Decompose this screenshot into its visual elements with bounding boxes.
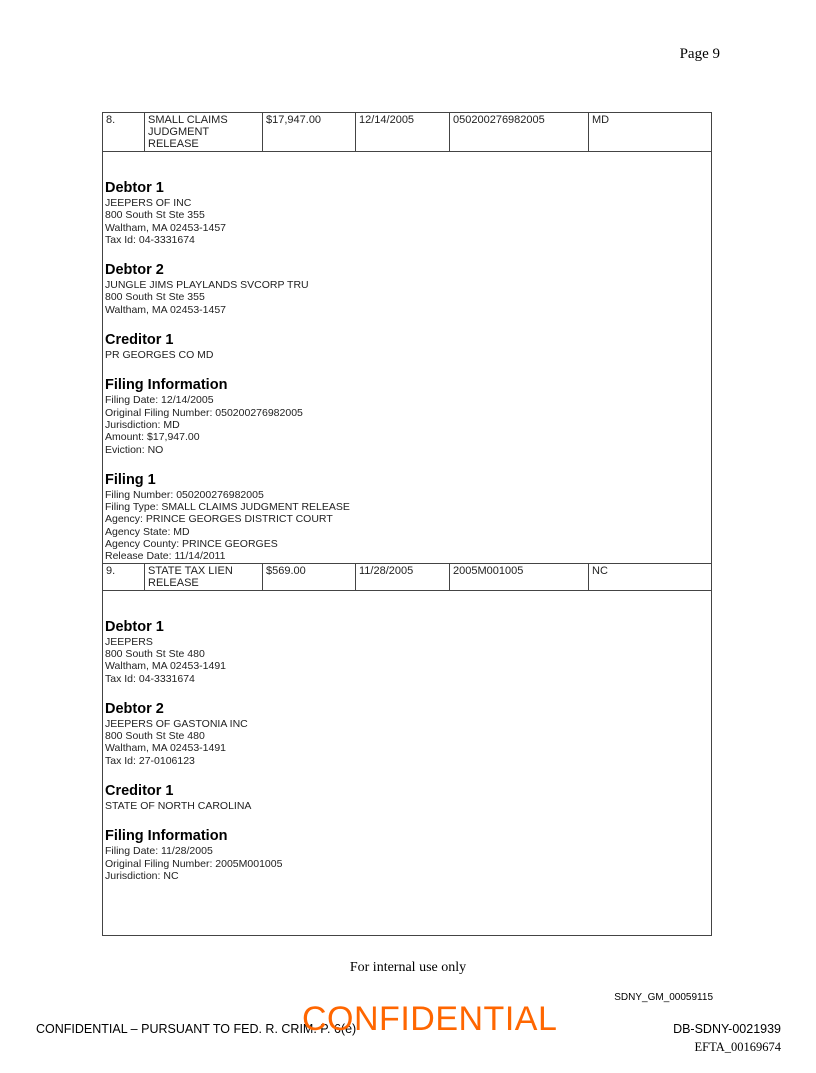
detail-line: Jurisdiction: MD: [105, 418, 180, 431]
efta-number: EFTA_00169674: [694, 1040, 781, 1054]
detail-line: JEEPERS: [105, 635, 153, 648]
detail-line: Release Date: 11/14/2011: [105, 550, 226, 563]
bates-number-sdny: SDNY_GM_00059115: [614, 992, 713, 1003]
detail-line: Tax Id: 27-0106123: [105, 754, 195, 767]
record-state: NC: [592, 564, 608, 577]
record-amount: $17,947.00: [263, 113, 356, 151]
section-title: Debtor 2: [105, 700, 164, 717]
record-row: [103, 113, 711, 152]
section-title: Debtor 1: [105, 618, 164, 635]
record-number: 9.: [103, 564, 145, 590]
section-title: Filing 1: [105, 471, 156, 488]
record-filing-number: 050200276982005: [450, 113, 589, 151]
debtor-2-section: [105, 701, 709, 767]
filing-information-section: [105, 377, 709, 455]
record-type: SMALL CLAIMS JUDGMENT RELEASE: [145, 113, 263, 151]
record-row: [103, 563, 711, 591]
detail-line: Filing Type: SMALL CLAIMS JUDGMENT RELEASE: [105, 501, 350, 514]
detail-line: 800 South St Ste 480: [105, 647, 205, 660]
section-title: Debtor 1: [105, 180, 164, 196]
detail-line: Waltham, MA 02453-1491: [105, 660, 227, 673]
section-title: Filing Information: [105, 828, 228, 845]
detail-line: Eviction: NO: [105, 443, 164, 456]
record-number: 8.: [103, 113, 145, 151]
detail-line: Tax Id: 04-3331674: [105, 672, 195, 685]
debtor-1-section: [105, 180, 709, 246]
section-title: Filing Information: [105, 377, 228, 394]
section-title: Creditor 1: [105, 783, 174, 800]
detail-line: Amount: $17,947.00: [105, 431, 200, 444]
debtor-2-section: [105, 262, 709, 316]
section-title: Debtor 2: [105, 262, 164, 279]
detail-line: Original Filing Number: 050200276982005: [105, 406, 303, 419]
confidential-stamp: CONFIDENTIAL: [302, 1000, 558, 1038]
record-amount: $569.00: [263, 564, 356, 590]
record-date: 11/28/2005: [356, 564, 450, 590]
confidential-notice: CONFIDENTIAL – PURSUANT TO FED. R. CRIM. P. 6(e): [36, 1022, 357, 1036]
creditor-1-section: [105, 332, 709, 361]
detail-line: STATE OF NORTH CAROLINA: [105, 800, 252, 813]
page-number: Page 9: [679, 46, 720, 62]
internal-use-notice: For internal use only: [349, 960, 467, 975]
section-title: Creditor 1: [105, 332, 174, 349]
record-type: STATE TAX LIEN RELEASE: [145, 564, 263, 590]
record-detail: [103, 152, 711, 563]
records-table: [102, 112, 712, 936]
detail-line: Waltham, MA 02453-1457: [105, 221, 227, 234]
detail-line: Tax Id: 04-3331674: [105, 233, 195, 246]
detail-line: PR GEORGES CO MD: [105, 349, 214, 362]
detail-line: JUNGLE JIMS PLAYLANDS SVCORP TRU: [105, 279, 309, 292]
detail-line: JEEPERS OF INC: [105, 197, 192, 209]
detail-line: Waltham, MA 02453-1457: [105, 303, 227, 316]
record-filing-number: 2005M001005: [450, 564, 589, 590]
debtor-1-section: [105, 619, 709, 685]
filing-1-section: [105, 472, 709, 563]
detail-line: Original Filing Number: 2005M001005: [105, 857, 283, 870]
detail-line: Filing Number: 050200276982005: [105, 488, 264, 501]
record-detail: [103, 591, 711, 883]
detail-line: Waltham, MA 02453-1491: [105, 742, 227, 755]
detail-line: 800 South St Ste 480: [105, 730, 205, 743]
detail-line: JEEPERS OF GASTONIA INC: [105, 717, 248, 730]
filing-information-section: [105, 828, 709, 882]
detail-line: Agency: PRINCE GEORGES DISTRICT COURT: [105, 513, 333, 526]
record-state: MD: [592, 114, 610, 126]
detail-line: Agency State: MD: [105, 525, 190, 538]
detail-line: Filing Date: 12/14/2005: [105, 394, 214, 407]
bates-number-db: DB-SDNY-0021939: [673, 1022, 781, 1036]
record-date: 12/14/2005: [356, 113, 450, 151]
detail-line: Filing Date: 11/28/2005: [105, 845, 213, 858]
detail-line: Agency County: PRINCE GEORGES: [105, 538, 278, 551]
detail-line: 800 South St Ste 355: [105, 291, 205, 304]
detail-line: 800 South St Ste 355: [105, 209, 205, 222]
creditor-1-section: [105, 783, 709, 812]
detail-line: Jurisdiction: NC: [105, 869, 179, 882]
